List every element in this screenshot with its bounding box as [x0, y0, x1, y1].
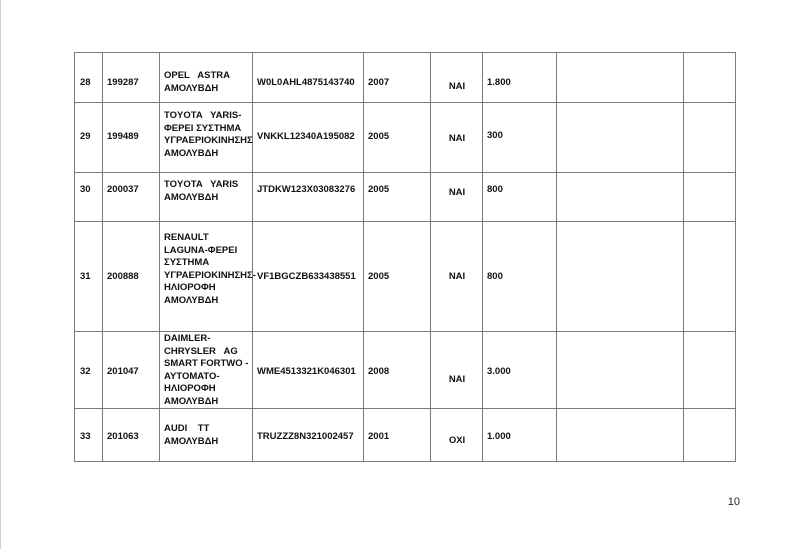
- empty-cell: [684, 222, 736, 332]
- vehicle-year: 2005: [368, 271, 390, 282]
- vin-cell: [253, 409, 364, 462]
- vehicle-model: [160, 409, 252, 448]
- row-index-cell: [75, 173, 103, 222]
- vehicle-vin: TRUZZZ8N321002457: [257, 431, 354, 442]
- vehicle-vin: W0L0AHL4875143740: [257, 77, 355, 88]
- model-line: LAGUNA-ΦΕΡΕΙ: [164, 244, 238, 256]
- model-line: ΑΜΟΛΥΒΔΗ: [164, 191, 219, 203]
- model-line: ΑΜΟΛΥΒΔΗ: [164, 435, 219, 447]
- vehicle-model: [160, 332, 252, 408]
- model-line: DAIMLER-: [164, 333, 211, 344]
- vin-cell: [253, 53, 364, 103]
- table-row: [75, 103, 736, 173]
- amount-value: 300: [487, 130, 503, 141]
- row-index: 28: [80, 77, 91, 88]
- empty-cell: [557, 173, 684, 222]
- vin-cell: [253, 103, 364, 173]
- vehicle-code: 201063: [107, 431, 139, 442]
- yes-no-flag: ΟΧΙ: [448, 435, 466, 446]
- amount-cell: [483, 409, 557, 462]
- vehicle-code: 199489: [107, 131, 139, 142]
- vehicle-model: [160, 173, 252, 204]
- amount-value: 3.000: [487, 366, 511, 377]
- model-line: ΦΕΡΕΙ ΣΥΣΤΗΜΑ: [164, 122, 242, 134]
- table-row: [75, 53, 736, 103]
- model-cell: [160, 332, 253, 409]
- row-index: 30: [80, 184, 91, 195]
- empty-cell: [684, 173, 736, 222]
- model-line: ΑΜΟΛΥΒΔΗ: [164, 294, 219, 306]
- model-line: ΗΛΙΟΡΟΦΗ: [164, 383, 216, 394]
- code-cell: [103, 53, 160, 103]
- code-cell: [103, 409, 160, 462]
- page-left-edge: [0, 0, 1, 549]
- model-line: ΑΜΟΛΥΒΔΗ: [164, 82, 219, 94]
- amount-cell: [483, 332, 557, 409]
- empty-cell: [557, 222, 684, 332]
- empty-cell: [684, 53, 736, 103]
- year-cell: [364, 332, 431, 409]
- yes-no-flag: ΝΑΙ: [448, 133, 466, 144]
- flag-cell: [431, 173, 483, 222]
- code-cell: [103, 332, 160, 409]
- model-line: RENAULT: [164, 232, 209, 243]
- code-cell: [103, 173, 160, 222]
- table-row: [75, 409, 736, 462]
- model-line: ΑΜΟΛΥΒΔΗ: [164, 395, 219, 407]
- model-cell: [160, 53, 253, 103]
- yes-no-flag: ΝΑΙ: [448, 271, 466, 282]
- vehicle-model: [160, 53, 252, 95]
- flag-cell: [431, 409, 483, 462]
- row-index: 31: [80, 271, 91, 282]
- yes-no-flag: ΝΑΙ: [448, 374, 466, 385]
- amount-value: 1.000: [487, 431, 511, 442]
- model-line: ΣΥΣΤΗΜΑ: [164, 257, 210, 268]
- vehicle-model: [160, 103, 252, 160]
- row-index-cell: [75, 222, 103, 332]
- model-line: ΑΜΟΛΥΒΔΗ: [164, 147, 219, 159]
- amount-value: 800: [487, 271, 503, 282]
- vin-cell: [253, 332, 364, 409]
- model-cell: [160, 222, 256, 332]
- vehicle-code: 201047: [107, 366, 139, 377]
- model-line: ΑΥΤΟΜΑΤΟ-: [164, 370, 220, 382]
- yes-no-flag: ΝΑΙ: [448, 187, 466, 198]
- model-line: SMART FORTWO -: [164, 358, 249, 369]
- year-cell: [364, 409, 431, 462]
- model-line: AUDI TT: [164, 423, 210, 434]
- model-cell: [160, 409, 253, 462]
- year-cell: [364, 173, 431, 222]
- table-row: [75, 173, 736, 222]
- row-index: 33: [80, 431, 91, 442]
- amount-value: 800: [487, 184, 503, 195]
- model-line: ΥΓΡΑΕΡΙΟΚΙΝΗΣΗΣ-: [164, 269, 256, 281]
- empty-cell: [557, 53, 684, 103]
- row-index-cell: [75, 332, 103, 409]
- model-line: CHRYSLER AG: [164, 345, 238, 357]
- empty-cell: [684, 103, 736, 173]
- vehicle-table: [74, 52, 736, 462]
- model-line: TOYOTA YARIS-: [164, 110, 242, 121]
- row-index: 32: [80, 366, 91, 377]
- vehicle-year: 2001: [368, 431, 390, 442]
- vehicle-year: 2008: [368, 366, 390, 377]
- vehicle-vin: VF1BGCZB633438551: [257, 271, 356, 282]
- vin-cell: [253, 222, 364, 332]
- flag-cell: [431, 222, 483, 332]
- row-index-cell: [75, 53, 103, 103]
- year-cell: [364, 222, 431, 332]
- vehicle-vin: VNKKL12340A195082: [257, 131, 355, 142]
- amount-cell: [483, 53, 557, 103]
- table-body: [75, 53, 736, 462]
- code-cell: [103, 103, 160, 173]
- empty-cell: [557, 332, 684, 409]
- flag-cell: [431, 103, 483, 173]
- model-line: TOYOTA YARIS: [164, 179, 239, 190]
- vehicle-vin: JTDKW123X03083276: [257, 184, 356, 195]
- vehicle-code: 199287: [107, 77, 139, 88]
- page-number: 10: [727, 496, 740, 508]
- row-index-cell: [75, 103, 103, 173]
- yes-no-flag: ΝΑΙ: [448, 81, 466, 92]
- amount-value: 1.800: [487, 77, 511, 88]
- vehicle-year: 2005: [368, 184, 390, 195]
- model-cell: [160, 173, 253, 222]
- flag-cell: [431, 332, 483, 409]
- empty-cell: [684, 332, 736, 409]
- vehicle-model: [160, 222, 256, 307]
- amount-cell: [483, 173, 557, 222]
- vehicle-code: 200037: [107, 184, 139, 195]
- year-cell: [364, 103, 431, 173]
- vin-cell: [253, 173, 364, 222]
- row-index: 29: [80, 131, 91, 142]
- vehicle-year: 2005: [368, 131, 390, 142]
- model-cell: [160, 103, 253, 173]
- vehicle-year: 2007: [368, 77, 390, 88]
- amount-cell: [483, 103, 557, 173]
- code-cell: [103, 222, 160, 332]
- table-row: [75, 332, 736, 409]
- empty-cell: [557, 409, 684, 462]
- vehicle-vin: WME4513321K046301: [257, 366, 356, 377]
- flag-cell: [431, 53, 483, 103]
- vehicle-code: 200888: [107, 271, 139, 282]
- empty-cell: [684, 409, 736, 462]
- table-row: [75, 222, 736, 332]
- empty-cell: [557, 103, 684, 173]
- model-line: ΗΛΙΟΡΟΦΗ: [164, 282, 216, 293]
- row-index-cell: [75, 409, 103, 462]
- model-line: OPEL ASTRA: [164, 70, 230, 81]
- year-cell: [364, 53, 431, 103]
- amount-cell: [483, 222, 557, 332]
- model-line: ΥΓΡΑΕΡΙΟΚΙΝΗΣΗΣ: [164, 135, 253, 146]
